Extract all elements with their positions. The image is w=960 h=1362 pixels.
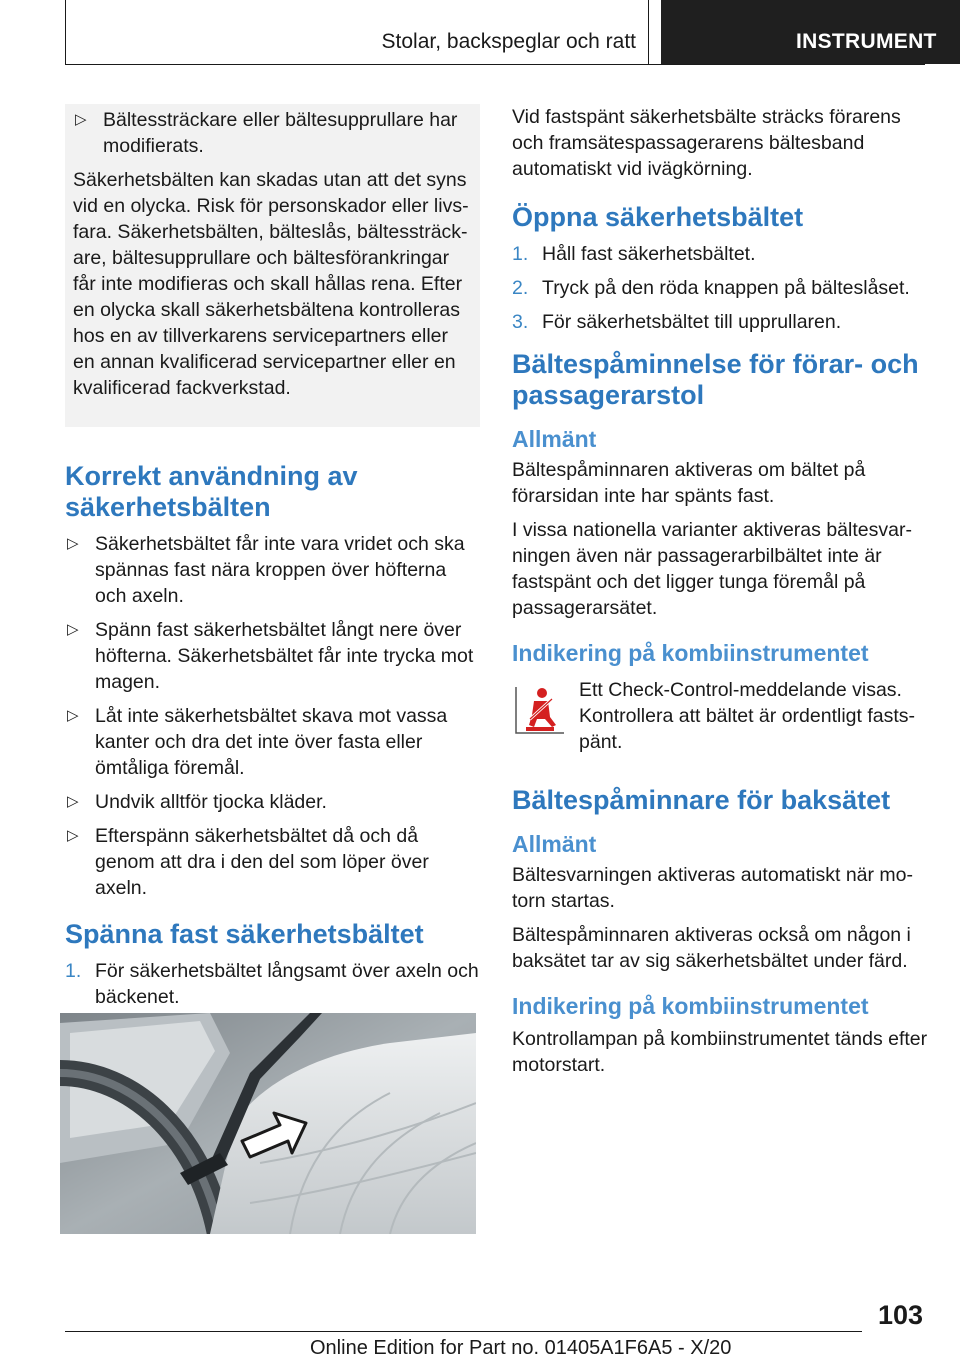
triangle-bullet-icon: ▷ bbox=[67, 535, 79, 552]
intro-text: Vid fastspänt säkerhetsbälte sträcks förarens och framsätespassagerarens bältesband automatiskt vid ivägkörning. bbox=[512, 106, 901, 180]
note-bullet bbox=[73, 107, 472, 159]
header-section bbox=[66, 0, 649, 64]
step-text: Håll fast säkerhetsbältet. bbox=[542, 243, 756, 265]
list-item-text: Spänn fast säkerhetsbältet långt nere över höfterna. Säkerhetsbältet får inte trycka mot magen. bbox=[95, 619, 474, 693]
step-item bbox=[512, 309, 930, 335]
edition-footer[interactable]: Online Edition for Part no. 01405A1F6A5 - X/20 bbox=[310, 1337, 732, 1359]
seatbelt-warning-icon bbox=[512, 681, 568, 737]
step-number: 2. bbox=[512, 277, 529, 299]
indicator-rear-text: Kontrollampan på kombiinstrumentet tänds efter motorstart. bbox=[512, 1028, 928, 1076]
list-item-text: Säkerhetsbältet får inte vara vridet och ska spännas fast nära kroppen över höfterna och axeln. bbox=[95, 533, 465, 607]
step-item bbox=[65, 958, 480, 1010]
triangle-bullet-icon: ▷ bbox=[67, 621, 79, 638]
heading-indicator-front: Indikering på kombiinstrumentet bbox=[512, 640, 869, 666]
general-front-p1: Bältespåminnaren aktiveras om bältet på förarsidan inte har spänts fast. bbox=[512, 459, 866, 507]
list-item bbox=[65, 703, 480, 781]
general-rear-p1: Bältesvarningen aktiveras automatiskt när motorn startas. bbox=[512, 864, 914, 912]
footer-rule bbox=[65, 1331, 862, 1332]
list-item bbox=[65, 823, 480, 901]
left-column bbox=[65, 104, 480, 1078]
indicator-front-text: Ett Check-Control-meddelande visas. Kontrollera att bältet är ordentligt fastspänt. bbox=[579, 679, 916, 753]
seatbelt-buckle-illustration bbox=[60, 1013, 476, 1234]
section-title: Stolar, backspeglar och ratt bbox=[381, 30, 636, 53]
step-number: 1. bbox=[65, 960, 82, 982]
list-item-text: Efterspänn säkerhetsbältet då och då genom att dra i den del som löper över axeln. bbox=[95, 825, 429, 899]
heading-correct-use: Korrekt användning av säkerhetsbälten bbox=[65, 461, 358, 522]
right-column bbox=[512, 104, 930, 1086]
page-number: 103 bbox=[878, 1300, 924, 1330]
correct-use-list bbox=[65, 531, 480, 901]
step-text: För säkerhetsbältet till upprullaren. bbox=[542, 311, 842, 333]
step-number: 3. bbox=[512, 311, 529, 333]
chapter-tab[interactable] bbox=[661, 0, 960, 64]
triangle-bullet-icon: ▷ bbox=[75, 111, 87, 128]
list-item bbox=[65, 789, 480, 815]
heading-general-front: Allmänt bbox=[512, 426, 597, 452]
heading-reminder-front: Bältespåminnelse för förar- och passagerarstol bbox=[512, 349, 919, 410]
step-number: 1. bbox=[512, 243, 529, 265]
step-text: För säkerhetsbältet långsamt över axeln och bäckenet. bbox=[95, 960, 479, 1008]
step-item bbox=[512, 275, 930, 301]
list-item-text: Undvik alltför tjocka kläder. bbox=[95, 791, 327, 813]
heading-reminder-rear: Bältespåminnare för baksätet bbox=[512, 785, 891, 815]
triangle-bullet-icon: ▷ bbox=[67, 827, 79, 844]
list-item bbox=[65, 531, 480, 609]
list-item-text: Låt inte säkerhetsbältet skava mot vassa kanter och dra det inte över fasta eller ömtåliga föremål. bbox=[95, 705, 448, 779]
open-steps bbox=[512, 241, 930, 335]
heading-fasten: Spänna fast säkerhetsbältet bbox=[65, 919, 424, 949]
triangle-bullet-icon: ▷ bbox=[67, 793, 79, 810]
chapter-tab-label: INSTRUMENT bbox=[796, 30, 937, 53]
general-front-p2: I vissa nationella varianter aktiveras bältesvarningen även när passagerarbilbältet inte är fastspänt och det ligger tunga föremål på passagerarsätet. bbox=[512, 519, 912, 619]
general-rear-p2: Bältespåminnaren aktiveras också om någon i baksätet tar av sig säkerhetsbältet under färd. bbox=[512, 924, 911, 972]
heading-indicator-rear: Indikering på kombiinstrumentet bbox=[512, 993, 869, 1019]
note-bullet-text: Bältessträckare eller bältesupprullare har modifierats. bbox=[103, 109, 458, 157]
indicator-front bbox=[512, 677, 930, 759]
heading-open: Öppna säkerhetsbältet bbox=[512, 202, 804, 232]
note-text: Säkerhetsbälten kan skadas utan att det syns vid en olycka. Risk för personskador eller livsfara. Säkerhetsbälten, bälteslås, bältessträckare, bältesupprullare och bältesförankringar får inte modifieras och skall hållas rena. Efter en olycka skall säkerhetsbältena kontrolleras hos en av tillverkarens servicepartners eller en annan kvalificerad servicepartner eller en kvalificerad fackverkstad. bbox=[73, 169, 469, 399]
header-rule bbox=[65, 64, 925, 65]
triangle-bullet-icon: ▷ bbox=[67, 707, 79, 724]
list-item bbox=[65, 617, 480, 695]
heading-general-rear: Allmänt bbox=[512, 831, 597, 857]
step-item bbox=[512, 241, 930, 267]
step-text: Tryck på den röda knappen på bälteslåset. bbox=[542, 277, 910, 299]
warning-note-box bbox=[65, 104, 480, 427]
